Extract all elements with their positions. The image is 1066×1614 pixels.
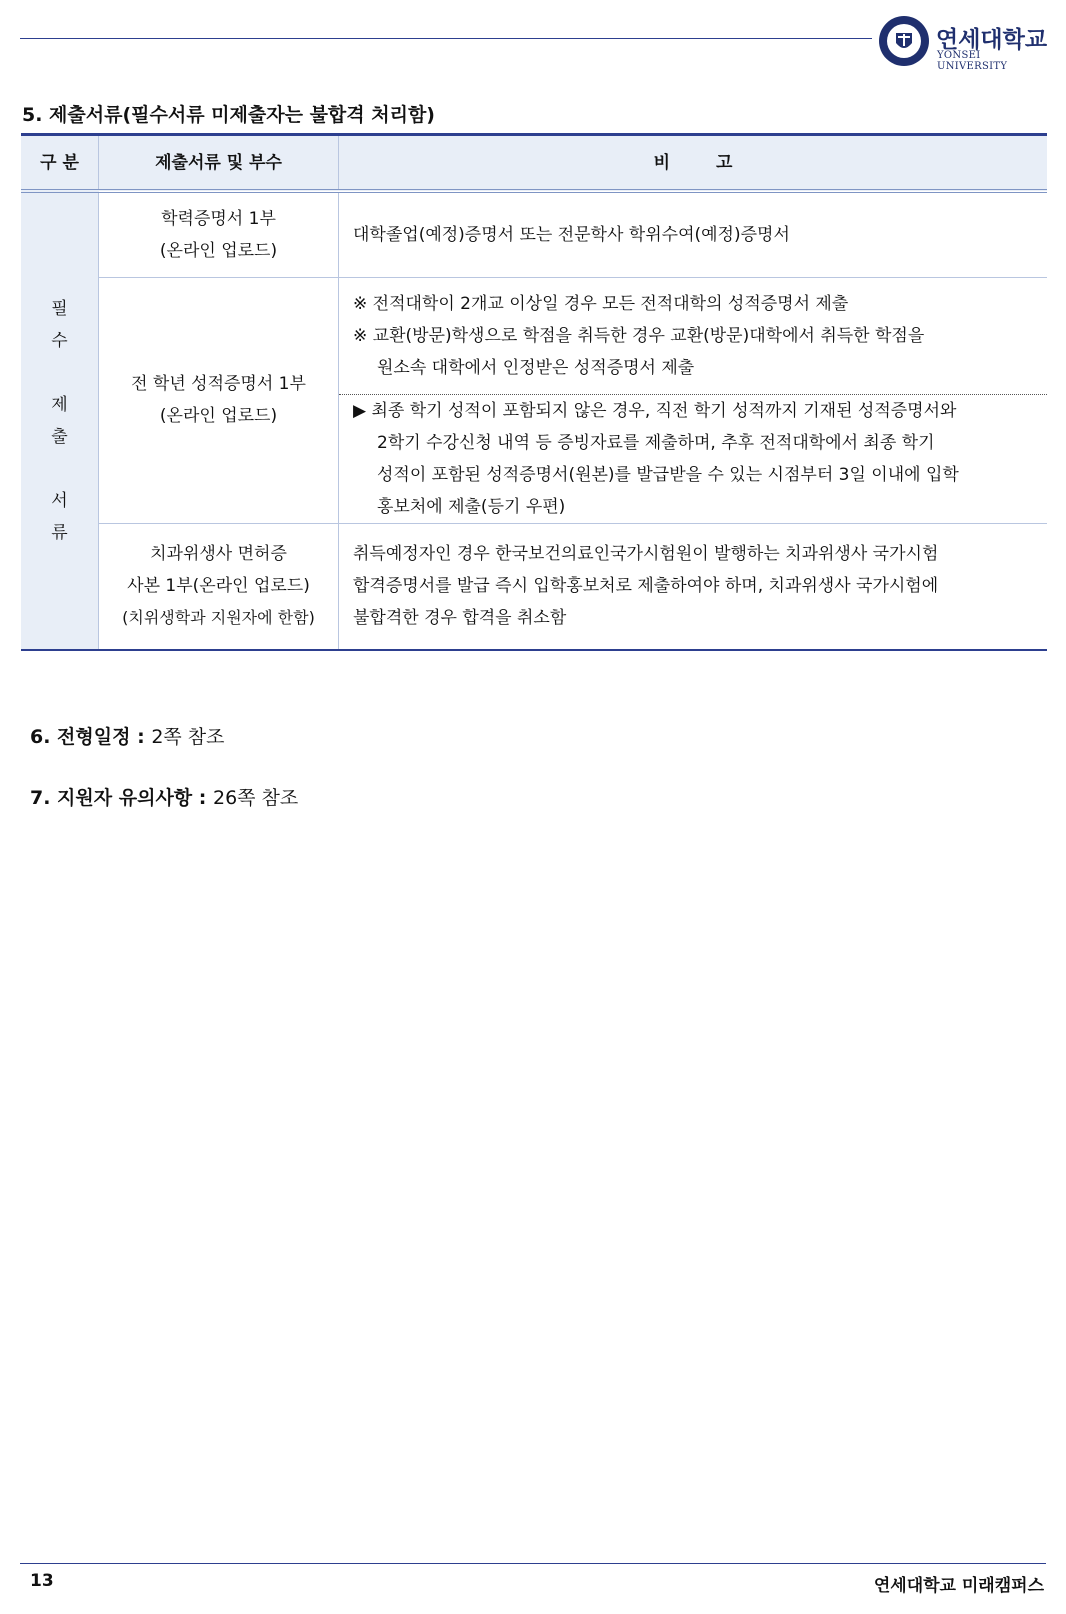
category-char: 제 — [51, 395, 68, 415]
header-documents: 제출서류 및 부수 — [99, 135, 339, 192]
remark-bullet: ▶ 최종 학기 성적이 포함되지 않은 경우, 직전 학기 성적까지 기재된 성적증명서와 — [353, 400, 957, 421]
footer-rule — [20, 1563, 1046, 1564]
remark-note: ※ 교환(방문)학생으로 학점을 취득한 경우 교환(방문)대학에서 취득한 학점을 — [353, 325, 925, 346]
category-char: 출 — [51, 427, 68, 447]
header-category: 구 분 — [21, 135, 99, 192]
remark-line: 취득예정자인 경우 한국보건의료인국가시험원이 발행하는 치과위생사 국가시험 — [353, 544, 939, 565]
table-row — [21, 523, 1047, 650]
university-logo — [878, 15, 1048, 72]
page-number: 13 — [30, 1571, 54, 1591]
section-7-value: 26쪽 참조 — [212, 787, 299, 809]
header-remarks-text: 비 고 — [653, 152, 733, 173]
header-rule — [20, 38, 872, 39]
document-line: 치과위생사 면허증 — [150, 544, 287, 565]
remark-line: 합격증명서를 발급 즉시 입학홍보처로 제출하여야 하며, 치과위생사 국가시험에 — [353, 576, 939, 597]
remark-line: 대학졸업(예정)증명서 또는 전문학사 학위수여(예정)증명서 — [353, 224, 790, 245]
remark-bullet-line: 홍보처에 제출(등기 우편) — [377, 496, 566, 517]
category-char: 서 — [51, 491, 68, 511]
remark-bullet-line: 2학기 수강신청 내역 등 증빙자료를 제출하며, 추후 전적대학에서 최종 학기 — [377, 432, 935, 453]
document-line: (온라인 업로드) — [159, 240, 278, 261]
section-6-value: 2쪽 참조 — [151, 726, 225, 748]
section-6 — [30, 722, 225, 749]
table-header-row — [21, 135, 1047, 192]
document-line: 사본 1부(온라인 업로드) — [127, 576, 310, 597]
document-cell — [99, 523, 339, 650]
document-line: 전 학년 성적증명서 1부 — [131, 374, 306, 394]
yonsei-seal-icon — [878, 15, 930, 67]
section-5-title: 5. 제출서류(필수서류 미제출자는 불합격 처리함) — [22, 104, 435, 126]
remark-notes-cell — [339, 277, 1048, 394]
document-line: (치위생학과 지원자에 한함) — [122, 608, 315, 628]
category-char: 수 — [51, 331, 68, 351]
section-7-label: 7. 지원자 유의사항 — [30, 787, 193, 809]
category-char: 필 — [51, 299, 68, 319]
document-cell — [99, 191, 339, 277]
section-6-label: 6. 전형일정 — [30, 726, 131, 748]
category-char: 류 — [51, 523, 68, 543]
table-row — [21, 191, 1047, 277]
logo-english-text: YONSEI UNIVERSITY — [937, 50, 1008, 72]
category-cell — [21, 191, 99, 650]
section-7 — [30, 783, 298, 810]
remark-cell — [339, 523, 1048, 650]
logo-korean-text: 연세대학교 — [936, 27, 1048, 53]
remark-note: ※ 전적대학이 2개교 이상일 경우 모든 전적대학의 성적증명서 제출 — [353, 293, 849, 314]
table-row — [21, 277, 1047, 394]
footer-campus-name: 연세대학교 미래캠퍼스 — [873, 1576, 1044, 1596]
section-7-sep: : — [192, 787, 213, 809]
remark-cell — [339, 191, 1048, 277]
remark-bullet-cell — [339, 394, 1048, 523]
remark-bullet-line: 성적이 포함된 성적증명서(원본)를 발급받을 수 있는 시점부터 3일 이내에 입학 — [377, 464, 959, 485]
document-cell — [99, 277, 339, 523]
remark-line: 불합격한 경우 합격을 취소함 — [353, 608, 567, 629]
document-line: 학력증명서 1부 — [161, 208, 276, 229]
header-remarks — [339, 135, 1048, 192]
section-6-sep: : — [130, 726, 152, 748]
document-line: (온라인 업로드) — [159, 406, 278, 426]
remark-note: 원소속 대학에서 인정받은 성적증명서 제출 — [377, 357, 695, 378]
submission-documents-table — [21, 133, 1047, 651]
